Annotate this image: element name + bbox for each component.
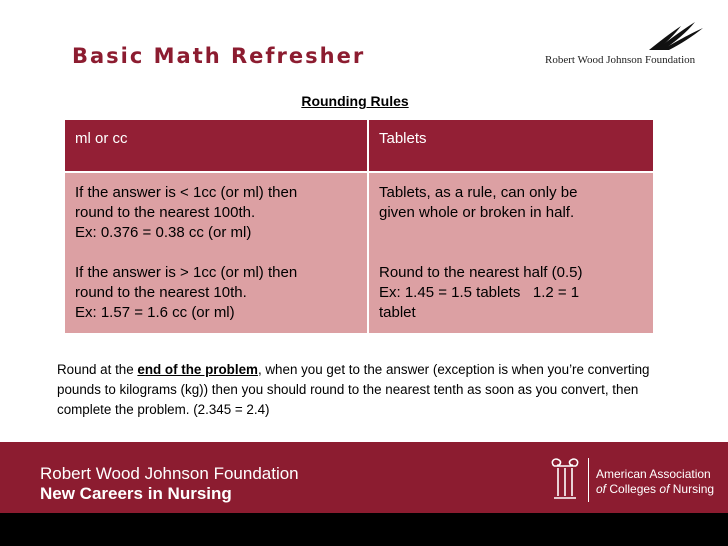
rwjf-logo (545, 20, 715, 70)
cell-line: Ex: 1.45 = 1.5 tablets 1.2 = 1 (379, 284, 580, 301)
rwjf-bird-logo-icon (645, 20, 705, 54)
cell-line: round to the nearest 100th. (75, 204, 256, 221)
cell-line: tablet (379, 304, 416, 321)
spacer (379, 223, 643, 243)
cell-line: Tablets, as a rule, can only be (379, 184, 578, 201)
footer-org-name: Robert Wood Johnson Foundation (40, 464, 299, 483)
rounding-rules-table (63, 118, 655, 335)
aacn-line-1: American Association (596, 467, 711, 481)
footer-program-name: New Careers in Nursing (40, 484, 232, 503)
cell-line: round to the nearest 10th. (75, 284, 247, 301)
bottom-bar (0, 513, 728, 546)
ml-rule-small (75, 183, 357, 243)
ml-cc-rules-cell (64, 172, 368, 334)
page-title: Basic Math Refresher (72, 44, 366, 68)
column-header-ml-cc: ml or cc (64, 119, 368, 172)
aacn-line-2 (596, 482, 714, 497)
aacn-of: of (596, 482, 607, 496)
rounding-note (57, 360, 687, 420)
note-emphasis: end of the problem (137, 362, 258, 377)
spacer (75, 243, 357, 263)
aacn-logo-text (596, 467, 714, 497)
rwjf-logo-text: Robert Wood Johnson Foundation (545, 54, 696, 66)
aacn-nursing: Nursing (669, 482, 715, 496)
section-subtitle: Rounding Rules (301, 93, 409, 109)
tablet-rule-general (379, 183, 643, 223)
footer-band (0, 442, 728, 513)
ml-rule-large (75, 263, 357, 323)
note-text: Round at the (57, 362, 138, 377)
tablets-rules-cell (368, 172, 654, 334)
cell-line: If the answer is < 1cc (or ml) then (75, 184, 298, 201)
cell-line: Ex: 1.57 = 1.6 cc (or ml) (75, 304, 235, 321)
tablet-rule-half (379, 263, 643, 323)
table-row (64, 172, 654, 334)
aacn-colleges: Colleges (606, 482, 660, 496)
note-text: , when you get to the answer (exception is when you’re converting pounds to kilograms (kg)) then you should round to the nearest tenth as soon as you convert, then complete the problem. (2.345 = 2.4) (57, 362, 650, 417)
cell-line: given whole or broken in half. (379, 204, 575, 221)
table-header-row (64, 119, 654, 172)
aacn-scroll-column-icon (548, 456, 582, 502)
aacn-divider (588, 458, 589, 502)
spacer (379, 243, 643, 263)
cell-line: If the answer is > 1cc (or ml) then (75, 264, 298, 281)
cell-line: Round to the nearest half (0.5) (379, 264, 583, 281)
column-header-tablets: Tablets (368, 119, 654, 172)
cell-line: Ex: 0.376 = 0.38 cc (or ml) (75, 224, 252, 241)
aacn-of: of (659, 482, 670, 496)
